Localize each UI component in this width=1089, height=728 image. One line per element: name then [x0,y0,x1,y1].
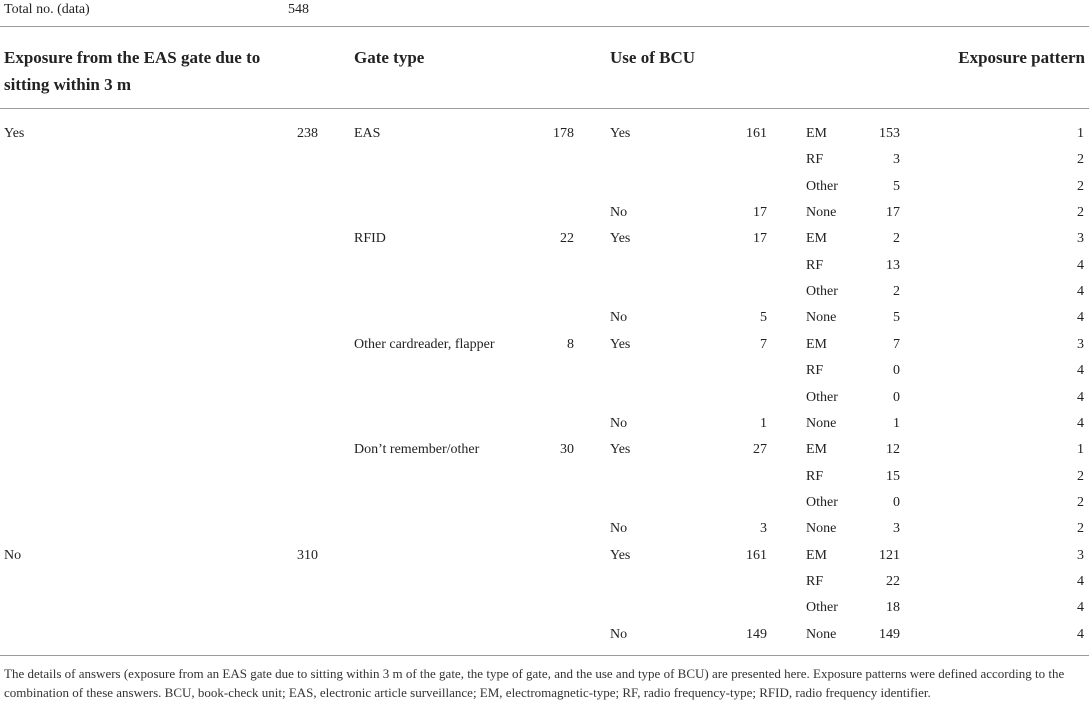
pattern-cell: 2 [1077,152,1084,168]
exposure-cell: Yes [4,126,25,141]
gate-type-cell: RFID [354,231,386,247]
bcu-type-cell: EM [806,231,827,247]
bcu-use-cell: No [610,310,628,326]
pattern-cell: 4 [1077,310,1084,326]
type-count-cell: 0 [893,363,900,379]
bcu-use-cell: No [610,521,628,537]
bcu-type-cell: None [806,310,837,326]
bcu-type-cell: RF [806,468,824,484]
pattern-cell: 4 [1077,257,1084,273]
header-gate-type: Gate type [354,48,425,67]
type-count-cell: 18 [886,600,900,616]
type-count-cell: 17 [886,205,900,221]
header-exposure: Exposure from the EAS gate due to sitting within 3 m [4,48,261,94]
pattern-cell: 4 [1077,415,1084,431]
type-count-cell: 3 [893,152,900,168]
exposure-count-cell: 310 [297,547,318,563]
type-count-cell: 153 [879,126,900,141]
gate-count-cell: 178 [553,126,574,141]
bcu-type-cell: RF [806,257,824,273]
gate-count-cell: 30 [560,442,574,458]
bcu-type-cell: None [806,205,837,221]
bcu-use-cell: Yes [610,126,631,141]
bcu-type-cell: None [806,415,837,431]
type-count-cell: 121 [879,547,900,563]
type-count-cell: 7 [893,336,900,352]
bcu-use-cell: Yes [610,442,631,458]
pattern-cell: 1 [1077,126,1084,141]
bcu-count-cell: 149 [746,626,767,642]
bcu-type-cell: RF [806,573,824,589]
pattern-cell: 3 [1077,547,1084,563]
bcu-type-cell: RF [806,152,824,168]
type-count-cell: 149 [879,626,900,642]
type-count-cell: 13 [886,257,900,273]
bcu-count-cell: 17 [753,205,767,221]
bcu-type-cell: Other [806,494,838,510]
type-count-cell: 15 [886,468,900,484]
bcu-count-cell: 5 [760,310,767,326]
pattern-cell: 2 [1077,205,1084,221]
bcu-type-cell: Other [806,284,838,300]
table-caption: The details of answers (exposure from an EAS gate due to sitting within 3 m of the gate, the type of gate, and the use and type of BCU) are presented here. Exposure patterns were defined according to the combination of these answers. BCU, book-check unit; EAS, electronic article surveillance; EM, electromagnetic-type; RF, radio frequency-type; RFID, radio frequency identifier. [4,666,1065,700]
exposure-cell: No [4,547,22,563]
bcu-type-cell: Other [806,178,838,194]
bcu-type-cell: EM [806,547,827,563]
pattern-cell: 4 [1077,600,1084,616]
bcu-type-cell: Other [806,389,838,405]
gate-type-cell: EAS [354,126,381,141]
type-count-cell: 3 [893,521,900,537]
type-count-cell: 2 [893,231,900,247]
bcu-count-cell: 27 [753,442,767,458]
bcu-type-cell: EM [806,336,827,352]
bcu-count-cell: 1 [760,415,767,431]
header-exposure-pattern: Exposure pattern [958,48,1085,67]
bcu-count-cell: 161 [746,547,767,563]
bcu-use-cell: Yes [610,547,631,563]
type-count-cell: 5 [893,310,900,326]
type-count-cell: 12 [886,442,900,458]
bcu-type-cell: RF [806,363,824,379]
pattern-cell: 2 [1077,178,1084,194]
pattern-cell: 1 [1077,442,1084,458]
header-use-bcu: Use of BCU [610,48,695,67]
gate-count-cell: 8 [567,336,574,352]
bcu-use-cell: No [610,415,628,431]
pattern-cell: 4 [1077,573,1084,589]
exposure-count-cell: 238 [297,126,318,141]
pattern-cell: 4 [1077,363,1084,379]
total-value: 548 [288,2,309,17]
bcu-count-cell: 7 [760,336,767,352]
pattern-cell: 2 [1077,468,1084,484]
type-count-cell: 0 [893,494,900,510]
bcu-use-cell: No [610,205,628,221]
bottom-rule [0,655,1089,656]
bcu-count-cell: 3 [760,521,767,537]
bcu-use-cell: Yes [610,336,631,352]
pattern-cell: 2 [1077,521,1084,537]
gate-type-cell: Other cardreader, flapper [354,336,495,352]
pattern-cell: 4 [1077,284,1084,300]
bcu-use-cell: No [610,626,628,642]
gate-count-cell: 22 [560,231,574,247]
type-count-cell: 1 [893,415,900,431]
bcu-type-cell: EM [806,126,827,141]
gate-type-cell: Don’t remember/other [354,442,480,458]
type-count-cell: 0 [893,389,900,405]
pattern-cell: 3 [1077,336,1084,352]
pattern-cell: 4 [1077,626,1084,642]
type-count-cell: 2 [893,284,900,300]
pattern-cell: 3 [1077,231,1084,247]
type-count-cell: 5 [893,178,900,194]
bcu-type-cell: None [806,626,837,642]
type-count-cell: 22 [886,573,900,589]
total-label: Total no. (data) [4,2,90,17]
bcu-type-cell: None [806,521,837,537]
pattern-cell: 4 [1077,389,1084,405]
bcu-count-cell: 17 [753,231,767,247]
bcu-type-cell: EM [806,442,827,458]
bcu-use-cell: Yes [610,231,631,247]
bcu-type-cell: Other [806,600,838,616]
pattern-cell: 2 [1077,494,1084,510]
bcu-count-cell: 161 [746,126,767,141]
